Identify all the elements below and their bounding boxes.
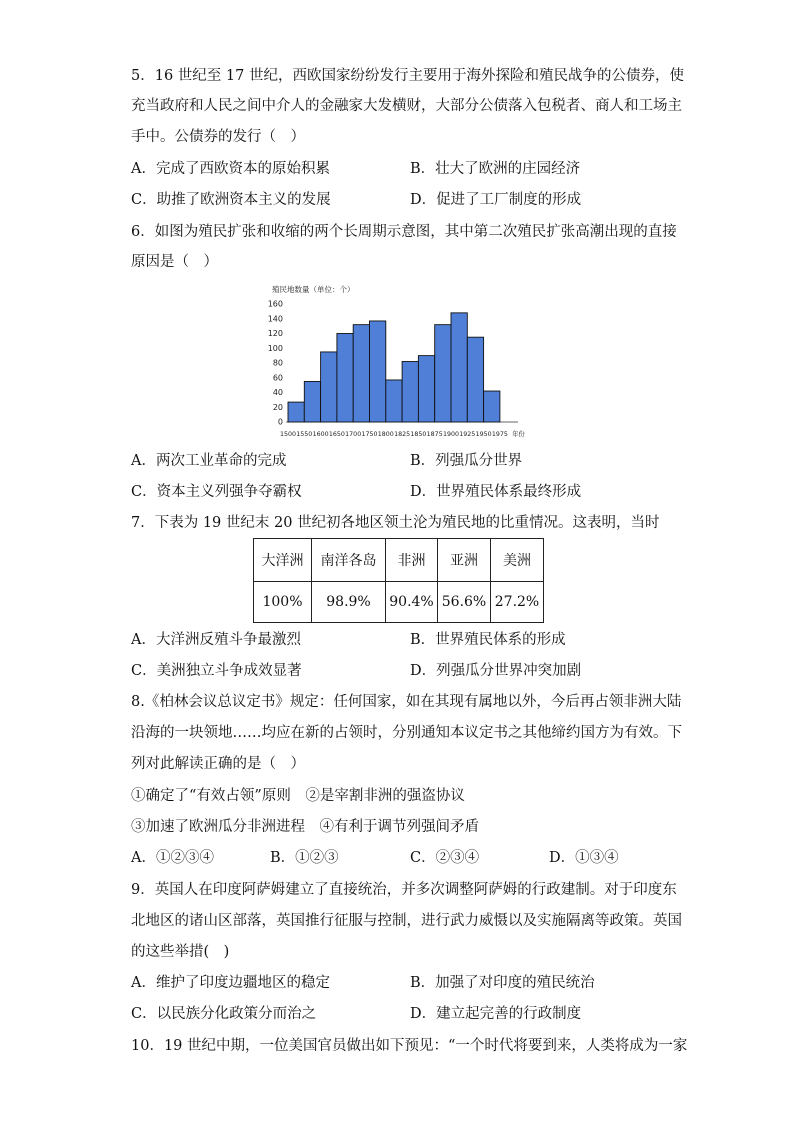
q9-stem-line-1: 9．英国人在印度阿萨姆建立了直接统治，并多次调整阿萨姆的行政建制。对于印度东: [131, 882, 677, 898]
table-header-cell: 南洋各岛: [312, 539, 386, 582]
q7-option-d[interactable]: D．列强瓜分世界冲突加剧: [410, 663, 582, 679]
x-tick-label: 1875: [426, 431, 443, 438]
bar-1850: [418, 356, 434, 422]
x-tick-label: 1700: [345, 431, 362, 438]
x-tick-label: 1750: [361, 431, 378, 438]
x-tick-label: 1850: [410, 431, 427, 438]
bar-1825: [402, 362, 418, 422]
bar-1500: [288, 402, 304, 422]
q7-option-b[interactable]: B．世界殖民体系的形成: [410, 632, 566, 648]
bar-1875: [435, 325, 451, 422]
q6-option-d[interactable]: D．世界殖民体系最终形成: [410, 484, 582, 500]
table-cell: 27.2%: [491, 582, 544, 623]
y-tick-label: 120: [267, 329, 283, 338]
q5-stem-line-1: 5．16 世纪至 17 世纪，西欧国家纷纷发行主要用于海外探险和殖民战争的公债券，使: [131, 68, 684, 84]
q9-stem-line-3: 的这些举措( ): [131, 944, 230, 960]
q5-option-a[interactable]: A．完成了西欧资本的原始积累: [131, 161, 330, 177]
y-tick-label: 20: [272, 402, 283, 412]
bar-1650: [337, 334, 353, 423]
x-tick-label: 1650: [328, 431, 345, 438]
q8-stem-line-3: 列对此解读正确的是（ ）: [131, 756, 305, 772]
q8-option-c[interactable]: C．②③④: [410, 850, 480, 866]
x-tick-label: 1900: [442, 431, 460, 438]
x-tick-label: 1975: [491, 431, 508, 438]
q5-stem-line-3: 手中。公债券的发行（ ）: [131, 129, 305, 145]
bar-1750: [370, 321, 386, 422]
bar-1600: [321, 352, 337, 422]
bar-1925: [467, 337, 483, 422]
q6-stem-line-1: 6．如图为殖民扩张和收缩的两个长周期示意图，其中第二次殖民扩张高潮出现的直接: [131, 224, 677, 240]
q8-item-line-2: ③加速了欧洲瓜分非洲进程 ④有利于调节列强间矛盾: [131, 819, 479, 835]
bar-1950: [484, 391, 500, 422]
q6-option-b[interactable]: B．列强瓜分世界: [410, 453, 523, 469]
y-tick-label: 0: [277, 417, 283, 427]
q10-stem-line-1: 10．19 世纪中期，一位美国官员做出如下预见：“一个时代将要到来，人类将成为一家: [131, 1038, 688, 1054]
q5-option-c[interactable]: C．助推了欧洲资本主义的发展: [131, 192, 331, 208]
colony-bar-chart: [256, 282, 532, 442]
table-header-row: [254, 539, 544, 582]
q8-option-b[interactable]: B．①②③: [270, 850, 339, 866]
x-tick-label: 1500: [279, 431, 297, 438]
q7-option-a[interactable]: A．大洋洲反殖斗争最激烈: [131, 632, 301, 648]
q9-option-b[interactable]: B．加强了对印度的殖民统治: [410, 975, 595, 991]
table-cell: 90.4%: [386, 582, 438, 623]
q6-option-c[interactable]: C．资本主义列强争夺霸权: [131, 484, 302, 500]
bar-1800: [386, 380, 402, 422]
x-tick-label: 1800: [377, 431, 394, 438]
y-tick-label: 100: [267, 343, 283, 353]
q8-stem-line-1: 8.《柏林会议总议定书》规定：任何国家，如在其现有属地以外，今后再占领非洲大陆: [131, 694, 682, 710]
x-axis-label: 年份: [512, 431, 525, 438]
table-cell: 100%: [254, 582, 312, 623]
table-header-cell: 亚洲: [438, 539, 491, 582]
q9-option-c[interactable]: C．以民族分化政策分而治之: [131, 1006, 317, 1022]
bar-1700: [353, 325, 369, 422]
colony-ratio-table: [253, 538, 544, 623]
bars-group: [288, 313, 500, 422]
y-tick-label: 140: [267, 314, 283, 324]
table-cell: 98.9%: [312, 582, 386, 623]
x-tick-label: 1825: [394, 431, 411, 438]
q7-stem-line-1: 7．下表为 19 世纪末 20 世纪初各地区领土沦为殖民地的比重情况。这表明，当时: [131, 515, 660, 531]
q8-stem-line-2: 沿海的一块领地……均应在新的占领时，分别通知本议定书之其他缔约国方为有效。下: [131, 725, 682, 741]
q8-option-d[interactable]: D．①③④: [549, 850, 619, 866]
q8-item-line-1: ①确定了“有效占领”原则 ②是宰割非洲的强盗协议: [131, 788, 465, 804]
q5-option-b[interactable]: B．壮大了欧洲的庄园经济: [410, 161, 581, 177]
y-tick-label: 80: [272, 358, 283, 368]
y-tick-label: 60: [272, 373, 283, 383]
y-tick-label: 160: [267, 299, 283, 309]
q6-option-a[interactable]: A．两次工业革命的完成: [131, 453, 287, 469]
q8-option-a[interactable]: A．①②③④: [131, 850, 214, 866]
q9-stem-line-2: 北地区的诸山区部落，英国推行征服与控制，进行武力威慑以及实施隔离等政策。英国: [131, 913, 682, 929]
y-tick-label: 40: [272, 388, 283, 397]
q5-option-d[interactable]: D．促进了工厂制度的形成: [410, 192, 582, 208]
q5-stem-line-2: 充当政府和人民之间中介人的金融家大发横财，大部分公债落入包税者、商人和工场主: [131, 98, 682, 114]
q9-option-a[interactable]: A．维护了印度边疆地区的稳定: [131, 975, 330, 991]
table-row: [254, 582, 544, 623]
q6-stem-line-2: 原因是（ ）: [131, 254, 218, 270]
bar-1550: [304, 381, 320, 422]
chart-title: 殖民地数量（单位：个）: [272, 285, 355, 294]
x-tick-label: 1925: [459, 431, 476, 438]
x-tick-label: 1950: [475, 431, 492, 438]
table-header-cell: 非洲: [386, 539, 438, 582]
table-header-cell: 大洋洲: [254, 539, 312, 582]
x-axis: [280, 429, 526, 438]
x-tick-label: 1600: [312, 431, 329, 438]
table-header-cell: 美洲: [491, 539, 544, 582]
bar-1900: [451, 313, 467, 422]
table-cell: 56.6%: [438, 582, 491, 623]
x-tick-label: 1550: [296, 431, 313, 438]
q7-option-c[interactable]: C．美洲独立斗争成效显著: [131, 663, 302, 679]
q9-option-d[interactable]: D．建立起完善的行政制度: [410, 1006, 582, 1022]
